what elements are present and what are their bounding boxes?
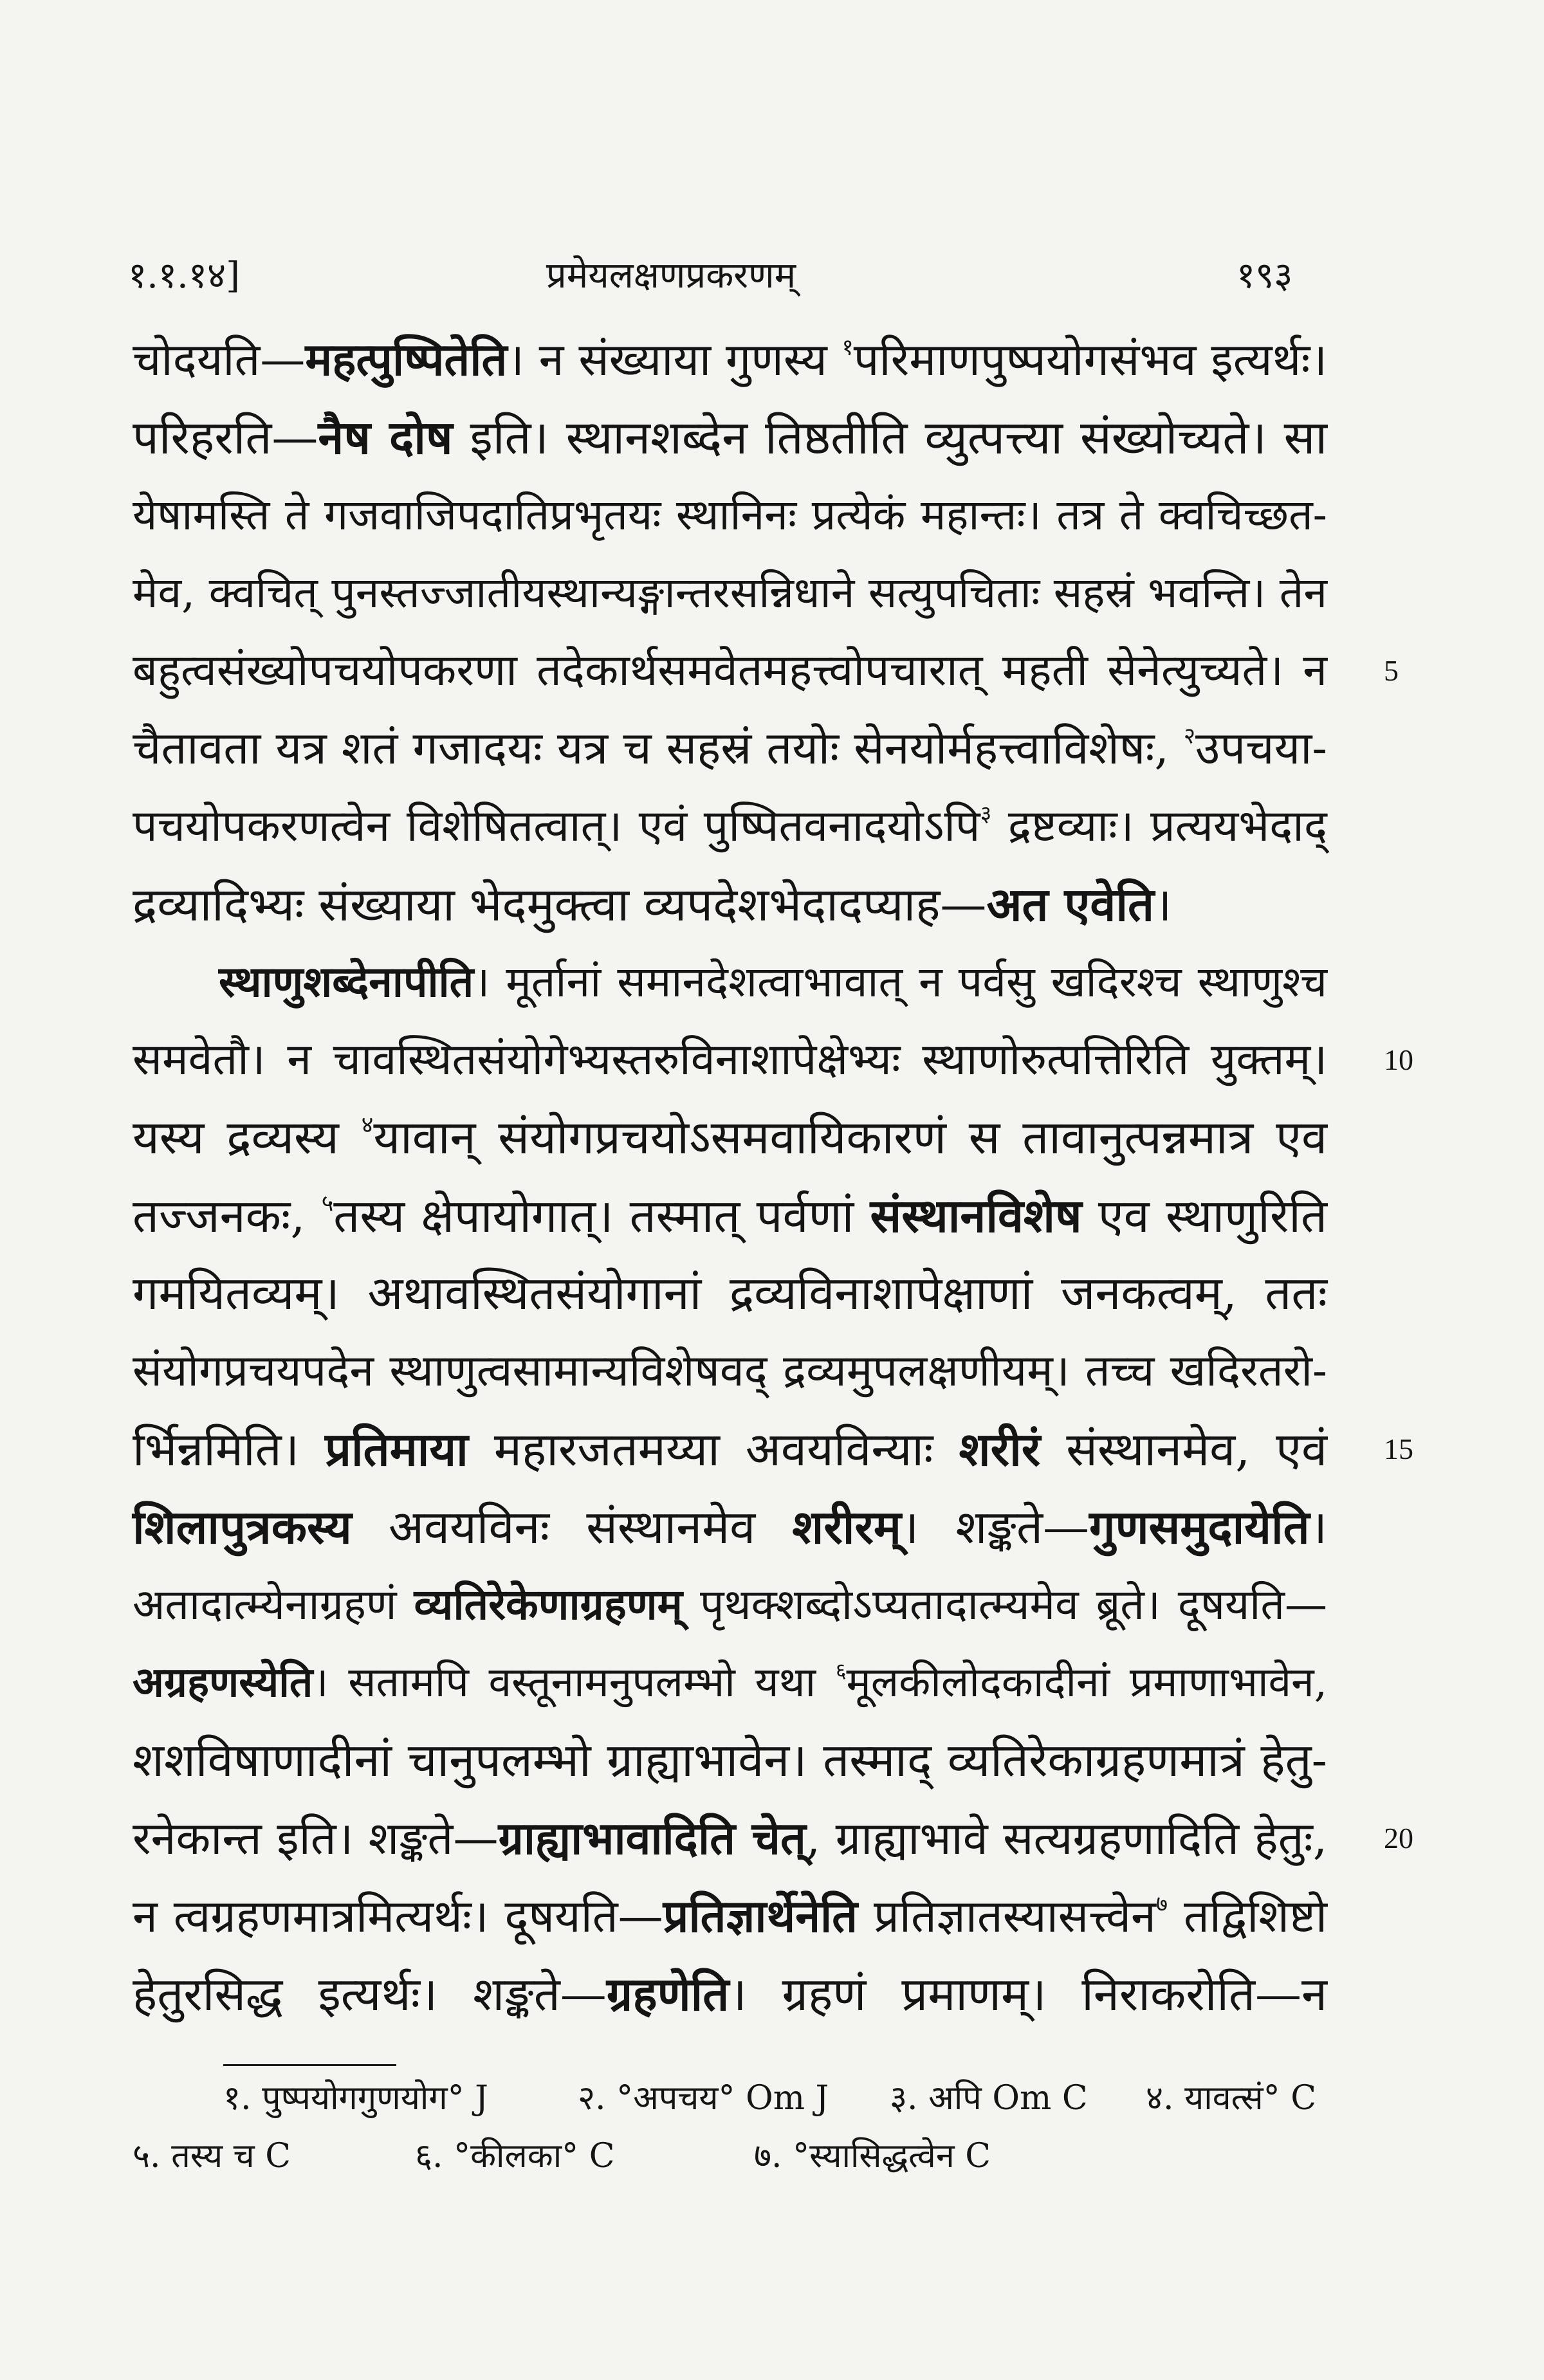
text-line-11 xyxy=(133,1099,1445,1176)
running-title: प्रमेयलक्षणप्रकरणम् xyxy=(546,255,796,297)
text-segment: उपचया- xyxy=(1195,722,1327,774)
text-line-13 xyxy=(133,1254,1445,1332)
footnote-5: ५. तस्य च C xyxy=(133,2137,291,2175)
footnote-7: ७. °स्यासिद्धत्वेन C xyxy=(754,2137,991,2175)
text-line-21 xyxy=(133,1877,1445,1955)
line-text xyxy=(133,1566,1327,1643)
line-number: 20 xyxy=(1384,1822,1413,1854)
line-text xyxy=(133,1021,1327,1099)
text-line-5 xyxy=(133,632,1445,709)
text-line-10 xyxy=(133,1021,1445,1099)
text-line-16 xyxy=(133,1488,1445,1566)
bold-term: नैष दोष xyxy=(318,410,453,464)
text-segment: येषामस्ति ते गजवाजिपदातिप्रभृतयः स्थानिनः प्रत्येकं महान्तः। तत्र ते क्वचिच्छत- xyxy=(133,490,1327,540)
section-reference: १.१.१४] xyxy=(128,255,240,297)
footnote-2: २. °अपचय° Om J xyxy=(578,2079,829,2118)
text-segment: । मूर्तानां समानदेशत्वाभावात् न पर्वसु खदिरश्च स्थाणुश्च xyxy=(473,957,1327,1007)
footnote-marker: ३ xyxy=(980,801,992,827)
line-text xyxy=(133,865,1327,944)
line-text xyxy=(133,476,1327,554)
line-text xyxy=(133,1799,1327,1878)
text-segment: तद्विशिष्टो xyxy=(1168,1890,1327,1943)
bold-term: शरीरं xyxy=(959,1422,1041,1476)
line-text xyxy=(133,1955,1327,2033)
line-text xyxy=(133,1488,1327,1566)
line-text xyxy=(133,787,1327,865)
line-text xyxy=(133,1176,1327,1255)
line-text xyxy=(133,1099,1327,1176)
text-segment: । सतामपि वस्तूनामनुपलम्भो यथा xyxy=(313,1659,836,1707)
line-text xyxy=(133,398,1327,477)
text-segment: एव स्थाणुरिति xyxy=(1081,1189,1327,1243)
bold-term: व्यतिरेकेणाग्रहणम् xyxy=(414,1579,683,1629)
text-segment: । ग्रहणं प्रमाणम्। निराकरोति—न xyxy=(729,1967,1327,2021)
bold-term: शरीरम् xyxy=(792,1499,901,1554)
footnote-1: १. पुष्पयोगगुणयोग° J xyxy=(223,2079,488,2118)
text-line-15 xyxy=(133,1410,1445,1488)
bold-term: महत्पुष्पितेति xyxy=(305,333,508,386)
bold-term: ग्रहणेति xyxy=(606,1966,730,2021)
text-segment: परिहरति— xyxy=(133,410,318,464)
text-segment: । xyxy=(1309,1500,1327,1554)
line-text xyxy=(133,1254,1327,1332)
footnote-3: ३. अपि Om C xyxy=(890,2079,1088,2118)
line-text xyxy=(133,1877,1327,1955)
line-text xyxy=(133,320,1327,399)
line-text xyxy=(133,1410,1327,1488)
line-number: 5 xyxy=(1384,654,1399,687)
line-text xyxy=(133,632,1327,709)
text-segment: समवेतौ। न चावस्थितसंयोगेभ्यस्तरुविनाशापेक्षेभ्यः स्थाणोरुत्पत्तिरिति युक्तम्। xyxy=(133,1034,1327,1085)
text-line-12 xyxy=(133,1176,1445,1254)
text-line-3 xyxy=(133,476,1445,554)
text-segment: । xyxy=(1154,877,1172,931)
text-segment: चोदयति— xyxy=(133,333,306,386)
bold-term: शिलापुत्रकस्य xyxy=(133,1499,352,1554)
line-text xyxy=(133,1643,1327,1722)
text-segment: रनेकान्त इति। शङ्कते— xyxy=(133,1812,499,1865)
text-segment: द्रव्यादिभ्यः संख्याया भेदमुक्त्वा व्यपदेशभेदादप्याह— xyxy=(133,877,987,931)
text-segment: हेतुरसिद्ध इत्यर्थः। शङ्कते— xyxy=(133,1967,607,2021)
text-segment: , ग्राह्याभावे सत्यग्रहणादिति हेतुः, xyxy=(805,1812,1327,1865)
text-segment: यस्य द्रव्यस्य xyxy=(133,1110,362,1164)
text-line-18 xyxy=(133,1643,1445,1721)
text-line-20 xyxy=(133,1799,1445,1877)
bold-term: प्रतिमाया xyxy=(325,1422,468,1476)
text-segment: परिमाणपुष्पयोगसंभव इत्यर्थः। xyxy=(853,333,1327,386)
line-text xyxy=(133,943,1327,1021)
page-number: १९३ xyxy=(1236,255,1293,297)
text-segment: शशविषाणादीनां चानुपलम्भो ग्राह्याभावेन। तस्माद् व्यतिरेकाग्रहणमात्रं हेतु- xyxy=(133,1733,1327,1787)
bold-term: अत एवेति xyxy=(986,877,1155,931)
text-segment: । शङ्कते— xyxy=(901,1500,1090,1554)
footnote-marker: ४ xyxy=(361,1112,374,1139)
line-number: 10 xyxy=(1384,1043,1413,1076)
text-segment: न त्वग्रहणमात्रमित्यर्थः। दूषयति— xyxy=(133,1890,663,1943)
line-text xyxy=(133,1721,1327,1799)
text-segment: इति। स्थानशब्देन तिष्ठतीति व्युत्पत्त्या संख्योच्यते। सा xyxy=(452,410,1327,464)
text-line-8 xyxy=(133,865,1445,943)
footnote-marker: ६ xyxy=(835,1658,847,1683)
text-line-9 xyxy=(133,943,1445,1021)
text-segment: महारजतमय्या अवयविन्याः xyxy=(468,1422,959,1476)
footnote-6: ६. °कीलका° C xyxy=(415,2137,615,2175)
text-segment: मूलकीलोदकादीनां प्रमाणाभावेन, xyxy=(846,1659,1327,1707)
text-line-6 xyxy=(133,709,1445,787)
text-line-7 xyxy=(133,787,1445,865)
bold-term: ग्राह्याभावादिति चेत् xyxy=(498,1811,806,1865)
line-text xyxy=(133,1332,1327,1410)
text-segment: बहुत्वसंख्योपचयोपकरणा तदेकार्थसमवेतमहत्त्वोपचारात् महती सेनेत्युच्यते। न xyxy=(133,645,1327,696)
line-text xyxy=(133,709,1327,787)
bold-term: अग्रहणस्येति xyxy=(133,1658,313,1707)
text-segment: तस्य क्षेपायोगात्। तस्मात् पर्वणां xyxy=(333,1189,870,1243)
main-text xyxy=(133,320,1445,2033)
footnote-divider xyxy=(223,2064,396,2066)
text-line-17 xyxy=(133,1566,1445,1643)
line-number: 15 xyxy=(1384,1433,1413,1465)
text-segment: चैतावता यत्र शतं गजादयः यत्र च सहस्रं तयोः सेनयोर्महत्त्वाविशेषः, xyxy=(133,722,1184,774)
text-segment: तज्जनकः, xyxy=(133,1189,322,1243)
text-segment: द्रष्टव्याः। प्रत्ययभेदाद् xyxy=(991,801,1327,852)
text-segment: अवयविनः संस्थानमेव xyxy=(351,1500,793,1554)
text-segment: संयोगप्रचयपदेन स्थाणुत्वसामान्यविशेषवद् द्रव्यमुपलक्षणीयम्। तच्च खदिरतरो- xyxy=(133,1346,1327,1396)
text-line-1 xyxy=(133,320,1445,398)
text-segment: पचयोपकरणत्वेन विशेषितत्वात्। एवं पुष्पितवनादयोऽपि xyxy=(133,801,980,852)
bold-term: गुणसमुदायेति xyxy=(1089,1499,1310,1554)
bold-term: स्थाणुशब्देनापीति xyxy=(219,957,474,1007)
text-segment: पृथक्शब्दोऽप्यतादात्म्यमेव ब्रूते। दूषयति— xyxy=(683,1580,1327,1629)
text-segment: प्रतिज्ञातस्यासत्त्वेन xyxy=(858,1890,1156,1943)
text-line-14 xyxy=(133,1332,1445,1410)
text-segment: अतादात्म्येनाग्रहणं xyxy=(133,1580,414,1629)
text-segment: संस्थानमेव, एवं xyxy=(1040,1422,1328,1476)
text-segment: र्भिन्नमिति। xyxy=(133,1422,326,1476)
text-segment: मेव, क्वचित् पुनस्तज्जातीयस्थान्यङ्गान्तरसन्निधाने सत्युपचिताः सहस्रं भवन्ति। तेन xyxy=(133,568,1327,618)
footnote-marker: ५ xyxy=(321,1190,334,1217)
text-line-2 xyxy=(133,398,1445,476)
text-segment: । न संख्याया गुणस्य xyxy=(507,333,842,386)
footnote-marker: १ xyxy=(841,334,854,361)
text-line-4 xyxy=(133,554,1445,632)
text-line-22 xyxy=(133,1955,1445,2033)
bold-term: संस्थानविशेष xyxy=(870,1188,1082,1243)
footnote-marker: २ xyxy=(1183,723,1196,749)
footnote-4: ४. यावत्सं° C xyxy=(1146,2079,1316,2118)
bold-term: प्रतिज्ञार्थेनेति xyxy=(663,1889,858,1943)
text-line-19 xyxy=(133,1721,1445,1799)
text-segment: यावान् संयोगप्रचयोऽसमवायिकारणं स तावानुत्पन्नमात्र एव xyxy=(373,1110,1327,1164)
line-text xyxy=(133,554,1327,632)
text-segment: गमयितव्यम्। अथावस्थितसंयोगानां द्रव्यविनाशापेक्षाणां जनकत्वम्, ततः xyxy=(133,1266,1327,1320)
footnote-marker: ७ xyxy=(1155,1891,1168,1918)
